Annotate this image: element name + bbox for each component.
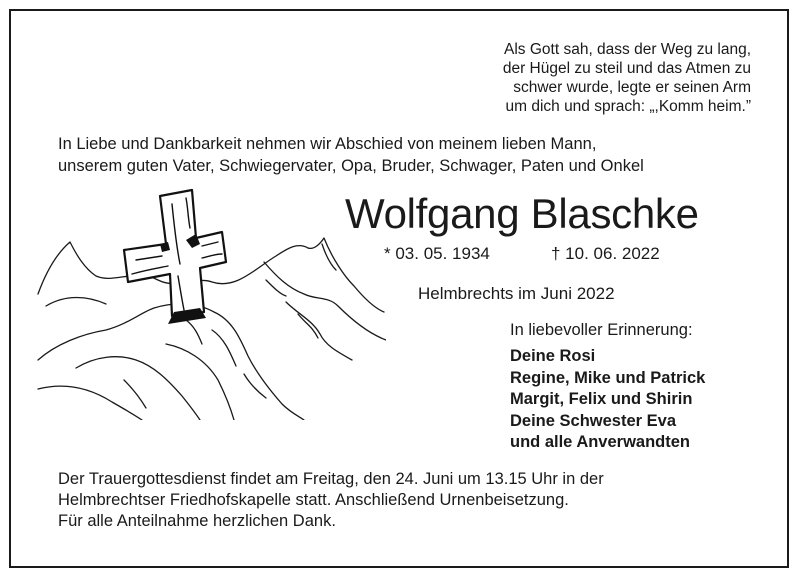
service-information (58, 469, 748, 532)
place-and-date: Helmbrechts im Juni 2022 (418, 284, 615, 303)
memorial-quote (451, 40, 751, 116)
intro-line: unserem guten Vater, Schwiegervater, Opa, Bruder, Schwager, Paten und Onkel (58, 157, 644, 175)
mourners-list (510, 346, 705, 454)
death-date: † 10. 06. 2022 (551, 244, 660, 263)
service-line: Der Trauergottesdienst findet am Freitag, den 24. Juni um 13.15 Uhr in der (58, 470, 604, 488)
deceased-name: Wolfgang Blaschke (345, 190, 699, 237)
mourner-entry: Deine Rosi (510, 347, 596, 365)
intro-line: In Liebe und Dankbarkeit nehmen wir Abschied von meinem lieben Mann, (58, 135, 597, 153)
quote-line: um dich und sprach: „,Komm heim.” (505, 98, 751, 115)
farewell-intro (58, 133, 758, 177)
service-line: Für alle Anteilnahme herzlichen Dank. (58, 512, 336, 530)
summit-cross-illustration (36, 184, 386, 420)
birth-date: * 03. 05. 1934 (384, 244, 490, 263)
mourner-entry: Regine, Mike und Patrick (510, 368, 706, 387)
quote-line: schwer wurde, legte er seinen Arm (513, 79, 751, 96)
memory-heading: In liebevoller Erinnerung: (510, 321, 693, 339)
mourner-entry: Deine Schwester Eva (510, 411, 676, 430)
quote-line: der Hügel zu steil und das Atmen zu (502, 60, 751, 77)
quote-line: Als Gott sah, dass der Weg zu lang, (504, 41, 751, 58)
mourner-entry: und alle Anverwandten (510, 433, 691, 451)
mourner-entry: Margit, Felix und Shirin (510, 390, 693, 408)
service-line: Helmbrechtser Friedhofskapelle statt. Anschließend Urnenbeisetzung. (58, 491, 569, 509)
